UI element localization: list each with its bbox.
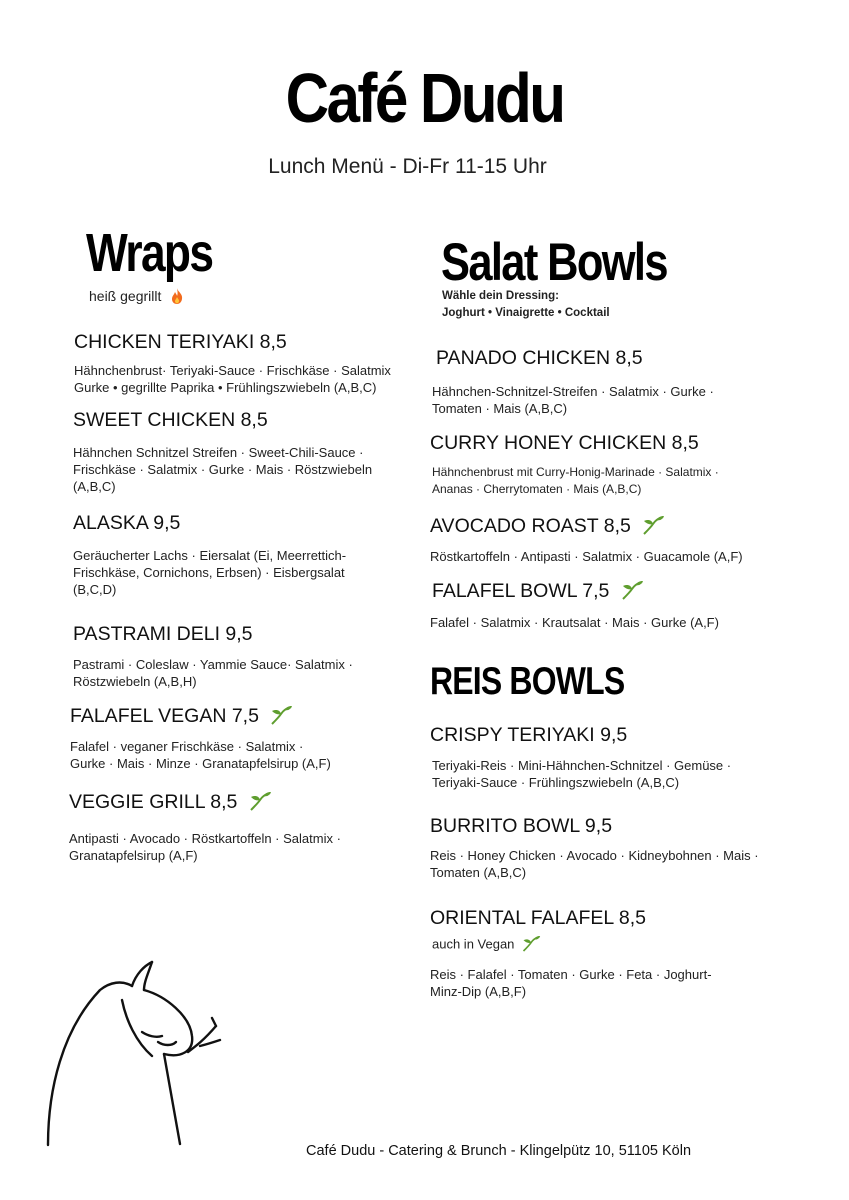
item-description: [70, 738, 331, 772]
list-item: [430, 815, 612, 838]
item-name: VEGGIE GRILL 8,5: [69, 791, 238, 813]
item-desc-line: Hähnchenbrust· Teriyaki-Sauce · Frischkäse · Salatmix: [74, 363, 391, 378]
dressing-note-line: Wähle dein Dressing:: [442, 290, 559, 302]
list-item: [430, 907, 646, 930]
item-description: [73, 656, 353, 690]
item-desc-line: Röstzwiebeln (A,B,H): [73, 674, 197, 689]
list-item: [74, 331, 287, 354]
item-description: [69, 830, 341, 864]
dressing-note: [442, 288, 610, 322]
vegan-option-text: auch in Vegan: [432, 936, 515, 952]
mascot-doodle-illustration: [40, 960, 230, 1150]
item-desc-line: Frischkäse · Salatmix · Gurke · Mais · Röstzwiebeln: [73, 462, 373, 477]
item-name: FALAFEL VEGAN 7,5: [70, 705, 259, 727]
item-desc-line: Hähnchen-Schnitzel-Streifen · Salatmix · Gurke ·: [432, 384, 714, 399]
item-name: CURRY HONEY CHICKEN 8,5: [430, 432, 699, 454]
list-item: [430, 515, 665, 540]
item-description: [430, 548, 743, 565]
item-desc-line: Falafel · veganer Frischkäse · Salatmix ·: [70, 739, 304, 754]
salat-bowls-heading: Salat Bowls: [441, 233, 667, 292]
item-description: [432, 464, 719, 498]
footer-address: Café Dudu - Catering & Brunch - Klingelpütz 10, 51105 Köln: [306, 1143, 692, 1159]
item-desc-line: Reis · Falafel · Tomaten · Gurke · Feta · Joghurt-: [430, 967, 712, 982]
item-description: [432, 383, 714, 417]
list-item: [430, 724, 627, 747]
item-name: CRISPY TERIYAKI 9,5: [430, 724, 628, 746]
item-desc-line: Tomaten (A,B,C): [430, 865, 527, 880]
list-item: [430, 432, 699, 455]
vegan-option: [432, 935, 541, 955]
item-desc-line: Pastrami · Coleslaw · Yammie Sauce· Salatmix ·: [73, 657, 353, 672]
item-name: ORIENTAL FALAFEL 8,5: [430, 907, 647, 929]
item-name: AVOCADO ROAST 8,5: [430, 515, 631, 537]
item-description: [74, 362, 391, 396]
item-desc-line: (B,C,D): [73, 582, 117, 597]
item-name: BURRITO BOWL 9,5: [430, 815, 613, 837]
sprout-icon: [521, 935, 541, 955]
item-name: PANADO CHICKEN 8,5: [436, 347, 643, 369]
item-desc-line: Frischkäse, Cornichons, Erbsen) · Eisbergsalat: [73, 565, 345, 580]
list-item: [432, 580, 644, 605]
item-desc-line: Teriyaki-Reis · Mini-Hähnchen-Schnitzel · Gemüse ·: [432, 758, 732, 773]
item-desc-line: Gurke • gegrillte Paprika • Frühlingszwiebeln (A,B,C): [74, 380, 377, 395]
item-desc-line: (A,B,C): [73, 479, 116, 494]
item-description: [430, 847, 759, 881]
item-desc-line: Granatapfelsirup (A,F): [69, 848, 198, 863]
sprout-icon: [641, 515, 665, 540]
item-name: CHICKEN TERIYAKI 8,5: [74, 331, 287, 353]
list-item: [436, 347, 643, 370]
item-desc-line: Teriyaki-Sauce · Frühlingszwiebeln (A,B,C): [432, 775, 680, 790]
item-name: FALAFEL BOWL 7,5: [432, 580, 610, 602]
page-title: Café Dudu: [285, 59, 564, 137]
item-description: [73, 444, 372, 495]
item-desc-line: Ananas · Cherrytomaten · Mais (A,B,C): [432, 482, 642, 496]
item-description: [73, 547, 346, 598]
list-item: [73, 512, 180, 535]
wraps-heading: Wraps: [86, 223, 213, 283]
sprout-icon: [248, 791, 272, 816]
item-desc-line: Hähnchenbrust mit Curry-Honig-Marinade · Salatmix ·: [432, 465, 719, 479]
item-description: [432, 757, 731, 791]
item-desc-line: Geräucherter Lachs · Eiersalat (Ei, Meerrettich-: [73, 548, 347, 563]
list-item: [70, 705, 293, 730]
sprout-icon: [269, 705, 293, 730]
wraps-note-text: heiß gegrillt: [89, 288, 162, 305]
item-description: [430, 614, 719, 631]
item-desc-line: Tomaten · Mais (A,B,C): [432, 401, 568, 416]
item-desc-line: Röstkartoffeln · Antipasti · Salatmix · Guacamole (A,F): [430, 549, 743, 564]
item-name: PASTRAMI DELI 9,5: [73, 623, 253, 645]
item-desc-line: Falafel · Salatmix · Krautsalat · Mais · Gurke (A,F): [430, 615, 719, 630]
sprout-icon: [620, 580, 644, 605]
reis-bowls-heading: REIS BOWLS: [430, 660, 625, 703]
dressing-note-line: Joghurt • Vinaigrette • Cocktail: [442, 307, 610, 319]
item-desc-line: Reis · Honey Chicken · Avocado · Kidneybohnen · Mais ·: [430, 848, 759, 863]
item-desc-line: Hähnchen Schnitzel Streifen · Sweet-Chili-Sauce ·: [73, 445, 364, 460]
list-item: [69, 791, 272, 816]
page-subtitle: Lunch Menü - Di-Fr 11-15 Uhr: [268, 155, 547, 178]
list-item: [73, 623, 253, 646]
item-desc-line: Gurke · Mais · Minze · Granatapfelsirup (A,F): [70, 756, 331, 771]
item-desc-line: Minz-Dip (A,B,F): [430, 984, 527, 999]
item-desc-line: Antipasti · Avocado · Röstkartoffeln · Salatmix ·: [69, 831, 341, 846]
wraps-note: [89, 287, 185, 308]
item-name: ALASKA 9,5: [73, 512, 181, 534]
item-name: SWEET CHICKEN 8,5: [73, 409, 268, 431]
fire-icon: [169, 287, 185, 308]
item-description: [430, 966, 712, 1000]
list-item: [73, 409, 268, 432]
